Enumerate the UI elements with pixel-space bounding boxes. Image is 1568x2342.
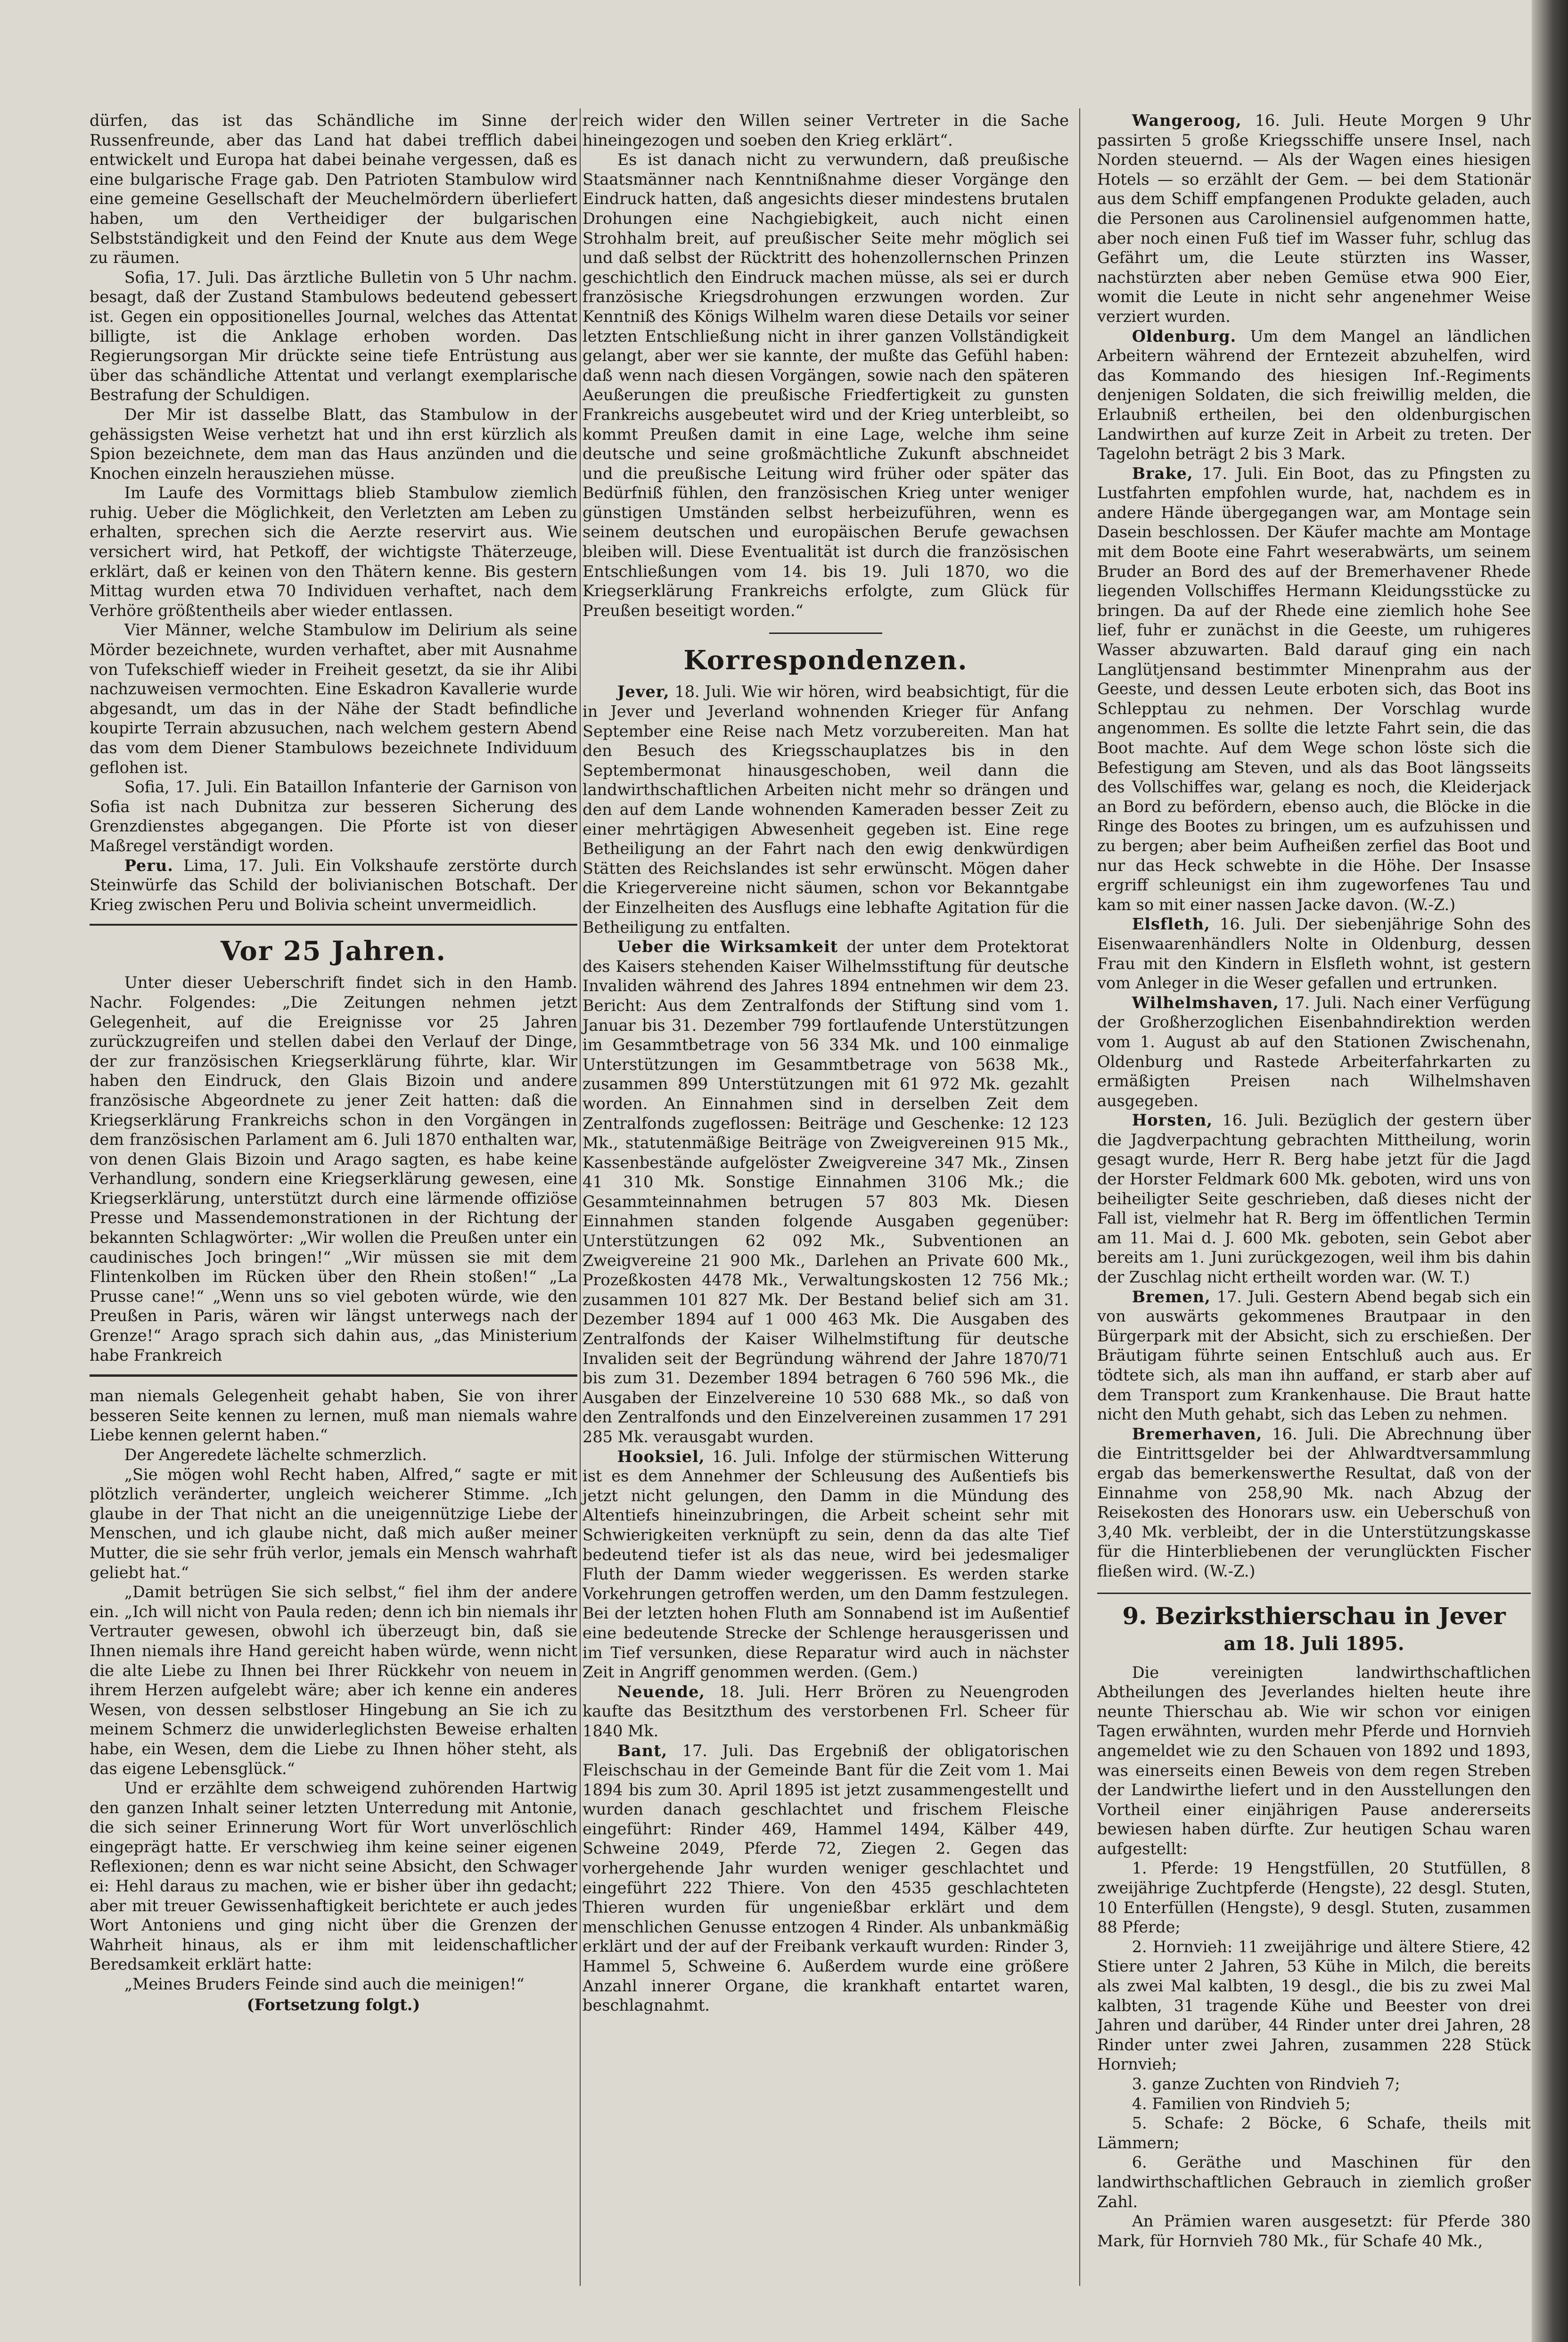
paragraph-text: 17. Juli. Gestern Abend begab sich ein von auswärts gekommenes Brautpaar in den Bürgerpark mit der Absicht, sich zu erschießen. Der Bräutigam führte seinen Entschluß auch aus. Er tödtete sich, als man ihn auffand, er starb aber auf dem Transport zum Krankenhause. Die Braut hatte nicht den Muth gehabt, sich das Leben zu nehmen. [1097, 1287, 1531, 1424]
dateline: Brake, [1132, 464, 1193, 483]
paragraph [1097, 111, 1531, 327]
dateline: Hooksiel, [617, 1447, 705, 1466]
section-rule [90, 924, 577, 926]
paragraph [583, 937, 1069, 1446]
section-rule [769, 633, 882, 634]
list-item: 6. Geräthe und Maschinen für den landwirthschaftlichen Gebrauch in ziemlich großer Zahl. [1097, 2153, 1531, 2211]
paragraph: Vier Männer, welche Stambulow im Delirium als seine Mörder bezeichnete, wurden verhaftet, aber mit Ausnahme von Tufekschieff wieder in Freiheit gesetzt, da sie ihr Alibi nachzuweisen vermochten. Eine Eskadron Kavallerie wurde abgesandt, um das in der Nähe der Stadt befindliche koupirte Terrain abzusuchen, nach welchem gestern Abend das vom dem Diener Stambulows bezeichnete Individuum geflohen ist. [90, 621, 577, 777]
paragraph-text: 17. Juli. Das Ergebniß der obligatorischen Fleischschau in der Gemeinde Bant für die Zeit vom 1. Mai 1894 bis zum 30. April 1895 ist jetzt zusammengestellt und wurden danach geschlachtet und frischem Fleische eingeführt: Rinder 469, Hammel 1494, Kälber 449, Schweine 2049, Pferde 72, Ziegen 2. Gegen das vorhergehende Jahr wurden weniger geschlachtet und eingeführt 222 Thiere. Von den 4535 geschlachteten Thieren wurden für ungenießbar erklärt und dem menschlichen Genusse entzogen 4 Rinder. Als unbankmäßig erklärt und der auf der Freibank verkauft wurden: Rinder 3, Hammel 5, Schweine 6. Außerdem wurde eine größere Anzahl innerer Organe, die krankhaft entartet waren, beschlagnahmt. [583, 1741, 1069, 2015]
section-heading: Vor 25 Jahren. [221, 936, 446, 967]
paragraph [583, 682, 1069, 937]
paragraph: Im Laufe des Vormittags blieb Stambulow ziemlich ruhig. Ueber die Möglichkeit, den Verletzten am Leben zu erhalten, sprechen sich die Aerzte reservirt aus. Wie versichert wird, hat Petkoff, der wichtigste Thäterzeuge, erklärt, daß er keinen von den Thätern kenne. Bis gestern Mittag wurden etwa 70 Individuen verhaftet, nach dem Verhöre größtentheils aber wieder entlassen. [90, 484, 577, 620]
paragraph [1097, 993, 1531, 1111]
dateline: Wilhelmshaven, [1132, 993, 1279, 1012]
paragraph: Sofia, 17. Juli. Das ärztliche Bulletin von 5 Uhr nachm. besagt, daß der Zustand Stambulows bedeutend gebessert ist. Gegen ein oppositionelles Journal, welches das Attentat billigte, ist die Anklage erhoben worden. Das Regierungsorgan Mir drückte seine tiefe Entrüstung aus über das schändliche Attentat und verlangt exemplarische Bestrafung der Schuldigen. [90, 268, 577, 404]
feuilleton-rule [90, 1374, 577, 1377]
paragraph-text: 16. Juli. Heute Morgen 9 Uhr passirten 5 große Kriegsschiffe unsere Insel, nach Norden steuernd. — Als der Wagen eines hiesigen Hotels — so erzählt der Gem. — bei dem Stationär aus dem Schiff empfangenen Produkte geladen, auch die Personen aus Carolinensiel aufgenommen hatte, aber noch einen Fuß tief im Wasser fuhr, schlug das Gefährt um, die Leute stürzten ins Wasser, nachstürzten aber neben Gemüse etwa 900 Eier, womit die Leute in nicht sehr angenehmer Weise verziert wurden. [1097, 111, 1531, 326]
continuation-note: (Fortsetzung folgt.) [246, 1995, 420, 2014]
paragraph-text: 16. Juli. Infolge der stürmischen Witterung ist es dem Annehmer der Schleusung des Außentiefs bis jetzt nicht gelungen, den Damm in die Mündung des Altentiefs hineinzubringen, die Arbeit scheint sehr mit Schwierigkeiten verknüpft zu sein, denn da das alte Tief bedeutend tiefer ist als das neue, wird bei jedesmaliger Fluth der Damm wieder weggerissen. Es werden starke Vorkehrungen getroffen werden, um den Damm festzulegen. Bei der letzten hohen Fluth am Sonnabend ist im Außentief eine bedeutende Strecke der Schlenge herausgerissen und im Tief versunken, diese Reparatur wird auch in nächster Zeit in Angriff genommen werden. (Gem.) [583, 1447, 1069, 1682]
column-rule-right [1079, 108, 1080, 2286]
paragraph-text: 18. Juli. Herr Brören zu Neuengroden kaufte das Besitzthum des verstorbenen Frl. Scheer für 1840 Mk. [583, 1682, 1069, 1740]
list-item: 1. Pferde: 19 Hengstfüllen, 20 Stutfüllen, 8 zweijährige Zuchtpferde (Hengste), 22 desgl. Stuten, 10 Enterfüllen (Hengste), 9 desgl. Stuten, zusammen 88 Pferde; [1097, 1859, 1531, 1937]
paragraph: Es ist danach nicht zu verwundern, daß preußische Staatsmänner nach Kenntnißnahme dieser Vorgänge den Eindruck hatten, daß angesichts dieser mindestens brutalen Drohungen eine Nachgiebigkeit, auch nicht einen Strohhalm breit, auf preußischer Seite mehr möglich sei und daß selbst der Rücktritt des hohenzollernschen Prinzen geschichtlich den Eindruck machen müsse, als sei er durch französische Kriegsdrohungen erzwungen worden. Zur Kenntniß des Königs Wilhelm waren diese Details vor seiner letzten Entschließung nicht in ihrer ganzen Vollständigkeit gelangt, aber wer sie kannte, der mußte das Gefühl haben: daß wenn nach diesen Vorgängen, sowie nach den späteren Aeußerungen die preußische Friedfertigkeit zu gunsten Frankreichs ausgebeutet wird und der Krieg unterbleibt, so kommt Preußen damit in eine Lage, welche ihm seine deutsche und seine großmächtliche Zukunft abschneidet und die preußische Leitung wird früher oder später das Bedürfniß fühlen, den französischen Krieg unter weniger günstigen Umständen selbst herbeizuführen, wenn es seinem deutschen und europäischen Berufe gewachsen bleiben will. Diese Eventualität ist durch die französischen Entschließungen vom 14. bis 19. Juli 1870, wo die Kriegserklärung Frankreichs erfolgte, zum Glück für Preußen beseitigt worden.“ [583, 150, 1069, 620]
section-rule [1097, 1593, 1531, 1594]
paragraph: reich wider den Willen seiner Vertreter in die Sache hineingezogen und soeben den Krieg erklärt“. [583, 111, 1069, 149]
dateline: Wangeroog, [1132, 111, 1242, 130]
section-heading: 9. Bezirksthierschau in Jever [1122, 1602, 1506, 1630]
paragraph: Und er erzählte dem schweigend zuhörenden Hartwig den ganzen Inhalt seiner letzten Unterredung mit Antonie, die sich seiner Erinnerung Wort für Wort unverlöschlich eingeprägt hatte. Er verschwieg ihm keine seiner eigenen Reflexionen; denn es war nicht seine Absicht, den Schwager ei: Hehl daraus zu machen, wie er bisher über ihn gedacht; aber mit treuer Gewissenhaftigkeit berichtete er auch jedes Wort Antoniens und ging nicht über die Grenzen der Wahrheit hinaus, als er ihm mit leidenschaftlicher Beredsamkeit erklärt hatte: [90, 1779, 577, 1974]
list-item: 2. Hornvieh: 11 zweijährige und ältere Stiere, 42 Stiere unter 2 Jahren, 53 Kühe in Milch, die bereits als zwei Mal kalbten, 19 desgl., die bis zu zwei Mal kalbten, 31 tragende Kühe und Beester von drei Jahren und darüber, 44 Rinder unter drei Jahren, 28 Rinder unter zwei Jahren, zusammen 228 Stück Hornvieh; [1097, 1937, 1531, 2074]
paragraph [583, 1682, 1069, 1741]
paragraph-text: der unter dem Protektorat des Kaisers stehenden Kaiser Wilhelmsstiftung für deutsche Invaliden während des Jahres 1894 entnehmen wir dem 23. Bericht: Aus dem Zentralfonds der Stiftung sind vom 1. Januar bis 31. Dezember 799 fortlaufende Unterstützungen im Gesammtbetrage von 56 334 Mk. und 100 einmalige Unterstützungen im Gesammtbetrage von 5638 Mk., zusammen 899 Unterstützungen mit 61 972 Mk. gezahlt worden. An Einnahmen sind in derselben Zeit dem Zentralfonds zugeflossen: Beiträge und Geschenke: 12 123 Mk., statutenmäßige Beiträge von Zweigvereinen 915 Mk., Kassenbestände aufgelöster Zweigvereine 347 Mk., Zinsen 41 310 Mk. Sonstige Einnahmen 3106 Mk.; die Gesammteinnahmen betrugen 57 803 Mk. Diesen Einnahmen standen folgende Ausgaben gegenüber: Unterstützungen 62 092 Mk., Subventionen an Zweigvereine 21 900 Mk., Darlehen an Private 600 Mk., Prozeßkosten 4478 Mk., Verwaltungskosten 12 756 Mk.; zusammen 101 827 Mk. Der Bestand belief sich am 31. Dezember 1894 auf 1 000 463 Mk. Die Ausgaben des Zentralfonds der Kaiser Wilhelmstiftung für deutsche Invaliden seit der Begründung während der Jahre 1870/71 bis zum 31. Dezember 1894 betragen 6 760 596 Mk., die Ausgaben der Einzelvereine 10 530 688 Mk., so daß von den Zentralfonds und den Einzelvereinen zusammen 17 291 285 Mk. verausgabt wurden. [583, 937, 1069, 1446]
paragraph-text: 18. Juli. Wie wir hören, wird beabsichtigt, für die in Jever und Jeverland wohnenden Krieger für Anfang September eine Reise nach Metz vorzubereiten. Man hat den Besuch des Kriegsschauplatzes bis in den Septembermonat hinausgeschoben, weil dann die landwirthschaftlichen Arbeiten nicht mehr so drängen und den auf dem Lande wohnenden Kameraden besser Zeit zu einer mehrtägigen Abwesenheit gegeben ist. Eine rege Betheiligung an der Fahrt nach den ewig denkwürdigen Stätten des Reichslandes ist sehr erwünscht. Mögen daher die Kriegervereine nicht säumen, schon vor Bekanntgabe der Einzelheiten des Ausflugs eine lebhafte Agitation für die Betheiligung zu entfalten. [583, 682, 1069, 937]
dateline: Neuende, [617, 1682, 706, 1701]
paragraph [1097, 914, 1531, 993]
dateline: Peru. [124, 856, 173, 875]
paragraph [1097, 464, 1531, 915]
dateline: Jever, [617, 682, 670, 701]
paragraph: „Meines Bruders Feinde sind auch die meinigen!“ [124, 1975, 525, 1994]
paragraph [1097, 327, 1531, 464]
paragraph: dürfen, das ist das Schändliche im Sinne der Russenfreunde, aber das Land hat dabei trefflich dabei entwickelt und Europa hat dabei beinahe vergessen, daß es eine bulgarische Frage gab. Den Patrioten Stambulow wird eine gemeine Gesellschaft der Meuchelmördern überliefert haben, um den Vertheidiger der bulgarischen Selbstständigkeit und den Feind der Knute aus dem Wege zu räumen. [90, 111, 577, 267]
paragraph: Unter dieser Ueberschrift findet sich in den Hamb. Nachr. Folgendes: „Die Zeitungen nehmen jetzt Gelegenheit, auf die Ereignisse vor 25 Jahren zurückzugreifen und stellen dabei den Verlauf der Dinge, der zur französischen Kriegserklärung führte, klar. Wir haben den Eindruck, den Glais Bizoin und andere französische Abgeordnete zu jener Zeit hatten: daß die Kriegserklärung Frankreichs schon in den Vorgängen in dem französischen Parlament am 6. Juli 1870 enthalten war, von denen Glais Bizoin und Arago sagten, es habe keine Verhandlung, sondern eine Kriegserklärung gewesen, eine Kriegserklärung, unterstützt durch eine lärmende offiziöse Presse und Massendemonstrationen in der Richtung der bekannten Schlagwörter: „Wir wollen die Preußen unter ein caudinisches Joch bringen!“ „Wir müssen sie mit dem Flintenkolben im Rücken über den Rhein stoßen!“ „La Prusse cane!“ „Wenn uns so viel geboten würde, wie den Preußen in Paris, wären wir längst unterwegs nach der Grenze!“ Arago sprach sich dahin aus, „das Ministerium habe Frankreich [90, 973, 577, 1364]
paragraph-text: 17. Juli. Nach einer Verfügung der Großherzoglichen Eisenbahndirektion werden vom 1. August ab auf den Stationen Zwischenahn, Oldenburg und Rastede Arbeiterfahrkarten zu ermäßigten Preisen nach Wilhelmshaven ausgegeben. [1097, 993, 1531, 1110]
paragraph [1097, 1287, 1531, 1424]
dateline: Bremen, [1132, 1287, 1211, 1306]
dateline: Bremerhaven, [1132, 1424, 1263, 1443]
paragraph: man niemals Gelegenheit gehabt haben, Sie von ihrer besseren Seite kennen zu lernen, muß man niemals wahre Liebe kennen gelernt haben.“ [90, 1387, 577, 1445]
column-middle [583, 111, 1069, 2015]
paragraph-text: 16. Juli. Bezüglich der gestern über die Jagdverpachtung gebrachten Mittheilung, worin gesagt wurde, Herr R. Berg habe jetzt für die Jagd der Horster Feldmark 600 Mk. geboten, wird uns von beiheiligter Seite geschrieben, daß dieses nicht der Fall ist, vielmehr hat R. Berg im öffentlichen Termin am 11. Mai d. J. 600 Mk. geboten, sein Gebot aber bereits am 1. Juni zurückgezogen, weil ihm bis dahin der Zuschlag nicht ertheilt worden war. (W. T.) [1097, 1111, 1531, 1287]
paragraph-text: 16. Juli. Die Abrechnung über die Eintrittsgelder bei der Ahlwardtversammlung ergab das bemerkenswerthe Resultat, daß von der Einnahme von 258,90 Mk. nach Abzug der Reisekosten des Honorars usw. ein Ueberschuß von 3,40 Mk. verbleibt, der in die Unterstützungskasse für die Hinterbliebenen der verunglückten Fischer fließen wird. (W.-Z.) [1097, 1424, 1531, 1580]
dateline: Ueber die Wirksamkeit [617, 937, 838, 956]
paragraph: „Sie mögen wohl Recht haben, Alfred,“ sagte er mit plötzlich veränderter, ungleich weicherer Stimme. „Ich glaube in der That nicht an die uneigennützige Liebe der Menschen, und ich glaube nicht, daß mich außer meiner Mutter, die sie sehr früh verlor, jemals ein Mensch wahrhaft geliebt hat.“ [90, 1465, 577, 1582]
column-right [1097, 111, 1531, 2251]
paragraph: Die vereinigten landwirthschaftlichen Abtheilungen des Jeverlandes hielten heute ihre neunte Thierschau ab. Wie wir schon vor einigen Tagen erwähnten, wurden mehr Pferde und Hornvieh angemeldet wie zu den Schauen von 1892 und 1893, was einerseits einen Beweis von dem regen Streben der Landwirthe liefert und in den Ausstellungen den Vortheil einer einjährigen Pause andererseits bewiesen haben dürfte. Zur heutigen Schau waren aufgestellt: [1097, 1663, 1531, 1858]
paragraph [583, 1447, 1069, 1682]
scan-edge-shadow [1532, 0, 1568, 2342]
column-left [90, 111, 577, 2014]
paragraph [1097, 1424, 1531, 1581]
paragraph-text: Lima, 17. Juli. Ein Volkshaufe zerstörte durch Steinwürfe das Schild der bolivianischen Botschaft. Der Krieg zwischen Peru und Bolivia scheint unvermeidlich. [90, 856, 577, 914]
paragraph: Der Mir ist dasselbe Blatt, das Stambulow in der gehässigsten Weise verhetzt hat und ihn erst kürzlich als Spion bezeichnete, dem man das Haus anzünden und die Knochen einzeln herausziehen müsse. [90, 405, 577, 483]
dateline: Elsfleth, [1132, 915, 1210, 934]
paragraph [583, 1741, 1069, 2015]
paragraph [90, 856, 577, 915]
dateline: Oldenburg. [1132, 327, 1237, 345]
paragraph: Sofia, 17. Juli. Ein Bataillon Infanterie der Garnison von Sofia ist nach Dubnitza zur besseren Sicherung des Grenzdienstes abgegangen. Die Pforte ist von dieser Maßregel verständigt worden. [90, 778, 577, 855]
section-subheading: am 18. Juli 1895. [1223, 1632, 1404, 1655]
paragraph [1097, 1110, 1531, 1287]
paragraph: Der Angeredete lächelte schmerzlich. [124, 1446, 427, 1464]
section-heading: Korrespondenzen. [683, 645, 968, 676]
paragraph-text: Um dem Mangel an ländlichen Arbeitern während der Erntezeit abzuhelfen, wird das Kommando des hiesigen Inf.-Regiments denjenigen Soldaten, die sich freiwillig melden, die Erlaubniß ertheilen, bei den oldenburgischen Landwirthen auf kurze Zeit in Arbeit zu treten. Der Tagelohn beträgt 2 bis 3 Mark. [1097, 327, 1531, 463]
list-item: 3. ganze Zuchten von Rindvieh 7; [1132, 2075, 1400, 2093]
list-item: 4. Familien von Rindvieh 5; [1132, 2094, 1351, 2113]
column-rule-left [580, 108, 581, 2286]
paragraph: An Prämien waren ausgesetzt: für Pferde 380 Mark, für Hornvieh 780 Mk., für Schafe 40 Mk., [1097, 2212, 1531, 2250]
paragraph-text: 17. Juli. Ein Boot, das zu Pfingsten zu Lustfahrten empfohlen wurde, hat, nachdem es in andere Hände übergegangen war, am Montage sein Dasein beschlossen. Der Käufer machte am Montage mit dem Boote eine Fahrt weserabwärts, um seinem Bruder an Bord des auf der Bremerhavener Rhede liegenden Vollschiffes Hermann Kleidungsstücke zu bringen. Da auf der Rhede eine ziemlich hohe See lief, fuhr er zunächst in die Geeste, um ruhigeres Wasser abzuwarten. Bald darauf ging ein nach Langlütjensand bestimmter Minenprahm aus der Geeste, und dessen Leute erboten sich, das Boot ins Schlepptau zu nehmen. Der Vorschlag wurde angenommen. Es sollte die letzte Fahrt sein, die das Boot machte. Auf dem Wege schon löste sich die Befestigung am Steven, und als das Boot längsseits des Vollschiffes war, gelang es noch, die Kleiderjack an Bord zu befördern, ebenso auch, die Blöcke in die Ringe des Bootes zu bringen, um es aufzuhissen und zu bergen; aber beim Aufheißen zerfiel das Boot und nur das Heck schwebte in die Höhe. Der Insasse ergriff schleunigst ein ihm zugeworfenes Tau und kam so mit einer nassen Jacke davon. (W.-Z.) [1097, 464, 1531, 914]
paragraph-text: 16. Juli. Der siebenjährige Sohn des Eisenwaarenhändlers Nolte in Oldenburg, dessen Frau mit den Kindern in Elsfleth wohnt, ist gestern vom Anleger in die Weser gefallen und ertrunken. [1097, 915, 1531, 993]
paragraph: „Damit betrügen Sie sich selbst,“ fiel ihm der andere ein. „Ich will nicht von Paula reden; denn ich bin niemals ihr Vertrauter gewesen, obwohl ich überzeugt bin, daß sie Ihnen niemals ihre Hand gereicht haben würde, wenn nicht die alte Liebe zu Ihnen bei Ihrer Rückkehr von neuem in ihrem Herzen aufgelebt wäre; aber ich kenne ein anderes Wesen, von dessen selbstloser Hingebung an Sie ich zu meinem Schmerz die unwiderleglichsten Beweise erhalten habe, ein Wesen, dem die Liebe zu Ihnen höher steht, als das eigene Lebensglück.“ [90, 1583, 577, 1778]
dateline: Horsten, [1132, 1111, 1213, 1130]
list-item: 5. Schafe: 2 Böcke, 6 Schafe, theils mit Lämmern; [1097, 2114, 1531, 2152]
dateline: Bant, [617, 1741, 668, 1760]
